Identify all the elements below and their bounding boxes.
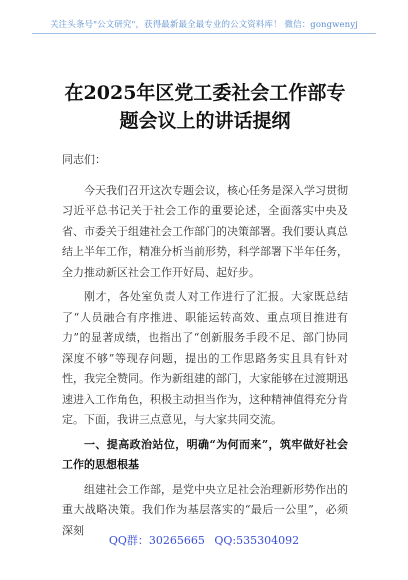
footer-contact: [0, 532, 408, 548]
banner-text: 关注头条号"公文研究"，获得最新最全最专业的公文资料库！ 微信：gongwenyj: [32, 18, 376, 34]
paragraph-1: 今天我们召开这次专题会议，核心任务是深入学习贯彻习近平总书记关于社会工作的重要论述，全面落实中央及省、市委关于组建社会工作部门的决策部署。我们要认真总结上半年工作，精准分析当前形势，科学部署下半年任务，全力推动新区社会工作开好局、起好步。: [62, 183, 348, 279]
paragraph-3: 组建社会工作部，是党中央立足社会治理新形势作出的重大战略决策。我们作为基层落实的“最后一公里”，必须深刻: [62, 482, 348, 537]
qq-number: QQ:535304092: [214, 534, 300, 547]
paragraph-2: 刚才，各处室负责人对工作进行了汇报。大家既总结了“人员融合有序推进、职能运转高效、重点项目推进有力”的显著成绩，也指出了“创新服务手段不足、部门协同深度不够”等现存问题，提出的工作思路务实且具有针对性，我完全赞同。作为新组建的部门，大家能够在过渡期迅速进入工作角色，积极主动担当作为，这种精神值得充分肯定。下面，我讲三点意见，与大家共同交流。: [62, 290, 348, 426]
qq-group-number: QQ群：30265665: [108, 534, 205, 547]
header-banner: [0, 0, 408, 34]
section-heading-1: 一、提高政治站位，明确“为何而来”，筑牢做好社会工作的思想根基: [62, 437, 348, 471]
document-body: [62, 150, 348, 545]
greeting: 同志们：: [62, 153, 106, 166]
document-title: 在2025年区党工委社会工作部专题会议上的讲话提纲: [64, 82, 346, 132]
